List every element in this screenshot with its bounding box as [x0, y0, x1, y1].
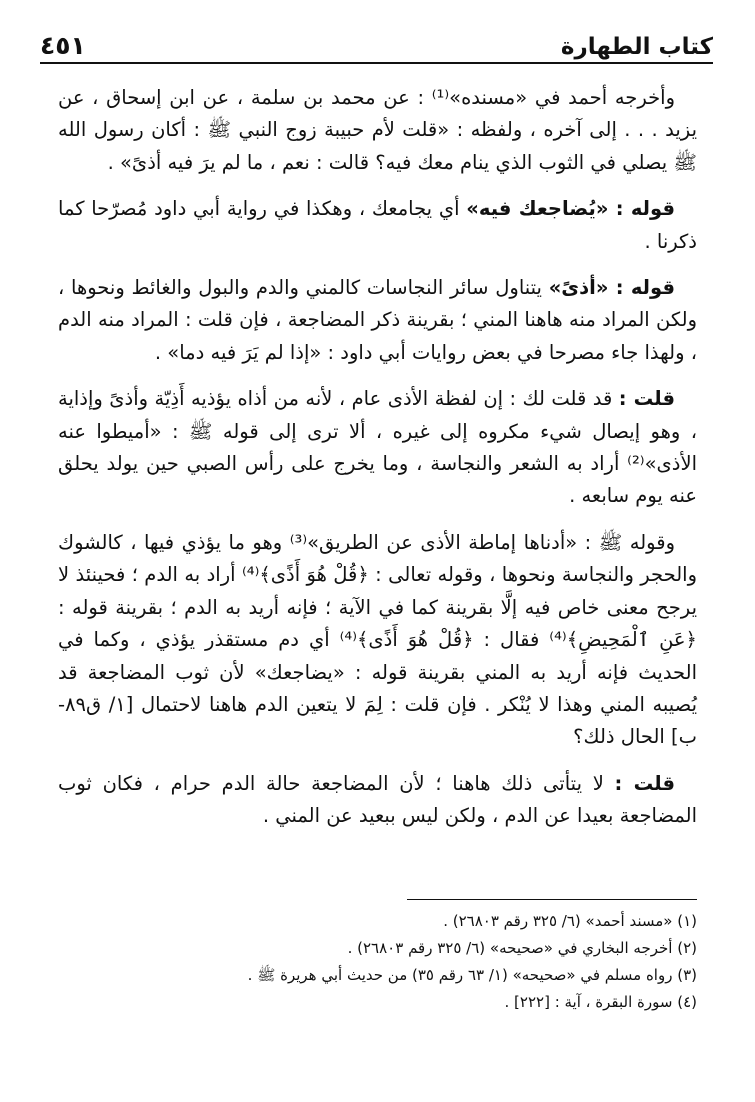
header-divider	[40, 62, 713, 64]
paragraph-text: قد قلت لك : إن لفظة الأذى عام ، لأنه من أذاه يؤذيه أَذِيّة وأذىً وإذاية ، وهو إيصال شيء مكروه إلى غيره ، ألا ترى إلى قوله ﷺ : «أميطوا عنه الأذى»⁽²⁾ أراد به الشعر والنجاسة ، وما يخرج على رأس الصبي حين يولد يحلق عنه يوم سابعه .	[58, 387, 697, 508]
paragraph-lead: قوله : «يُضاجعك فيه»	[466, 197, 675, 221]
paragraph-lead: قلت :	[618, 387, 675, 411]
paragraph	[58, 82, 697, 179]
footnote: (١) «مسند أحمد» (٦/ ٣٢٥ رقم ٢٦٨٠٣) .	[443, 912, 697, 930]
paragraph-text: يتناول سائر النجاسات كالمني والدم والبول والغائط ونحوها ، ولكن المراد منه هاهنا المني ؛ بقرينة ذكر المضاجعة ، فإن قلت : المراد منه الدم ، ولهذا جاء مصرحا في بعض روايات أبي داود : «إذا لم يَرَ فيه دما» .	[58, 276, 697, 364]
paragraph	[58, 768, 697, 833]
footnote: (٢) أخرجه البخاري في «صحيحه» (٦/ ٣٢٥ رقم ٢٦٨٠٣) .	[347, 939, 697, 957]
paragraph-lead: قلت :	[614, 771, 675, 795]
main-text	[58, 82, 697, 847]
page-header	[40, 20, 713, 60]
paragraph	[58, 272, 697, 369]
page-number: ٤٥١	[40, 31, 86, 60]
paragraph-text: وأخرجه أحمد في «مسنده»⁽¹⁾ : عن محمد بن سلمة ، عن ابن إسحاق ، عن يزيد . . . إلى آخره ، ولفظه : «قلت لأم حبيبة زوج النبي ﷺ : أكان رسول الله ﷺ يصلي في الثوب الذي ينام معك فيه؟ قالت : نعم ، ما لم يرَ فيه أذىً» .	[58, 86, 697, 174]
paragraph-lead: قوله : «أذىً»	[548, 276, 675, 300]
paragraph	[58, 193, 697, 258]
footnote-divider	[407, 899, 697, 900]
paragraph-text: لا يتأتى ذلك هاهنا ؛ لأن المضاجعة حالة الدم حرام ، فكان ثوب المضاجعة بعيدا عن الدم ، ولكن ليس ببعيد عن المني .	[58, 771, 697, 828]
paragraph	[58, 527, 697, 754]
paragraph-text: أي يجامعك ، وهكذا في رواية أبي داود مُصرّحا كما ذكرنا .	[58, 197, 697, 253]
running-title: كتاب الطهارة	[560, 34, 713, 60]
footnote: (٣) رواه مسلم في «صحيحه» (١/ ٦٣ رقم ٣٥) من حديث أبي هريرة ﷺ .	[247, 966, 697, 984]
footnote: (٤) سورة البقرة ، آية : [٢٢٢] .	[504, 993, 697, 1011]
footnotes	[58, 908, 697, 1016]
paragraph	[58, 383, 697, 513]
paragraph-text: وقوله ﷺ : «أدناها إماطة الأذى عن الطريق»⁽³⁾ وهو ما يؤذي فيها ، كالشوك والحجر والنجاسة ونحوها ، وقوله تعالى : ﴿قُلْ هُوَ أَذًى﴾⁽⁴⁾ أراد به الدم ؛ فحينئذ لا يرجح معنى خاص فيه إلَّا بقرينة كما في الآية ؛ فإنه أريد به الدم ؛ بقرينة قوله : ﴿عَنِ ٱلْمَحِيضِ﴾⁽⁴⁾ فقال : ﴿قُلْ هُوَ أَذًى﴾⁽⁴⁾ أي دم مستقذر يؤذي ، وكما في الحديث فإنه أريد به المني بقرينة قوله : «يضاجعك» لأن ثوب المضاجعة قد يُصيبه المني وهذا لا يُنْكر . فإن قلت : لِمَ لا يتعين الدم هاهنا لاحتمال [١/ ق٨٩-ب] الحال ذلك؟	[58, 530, 698, 749]
